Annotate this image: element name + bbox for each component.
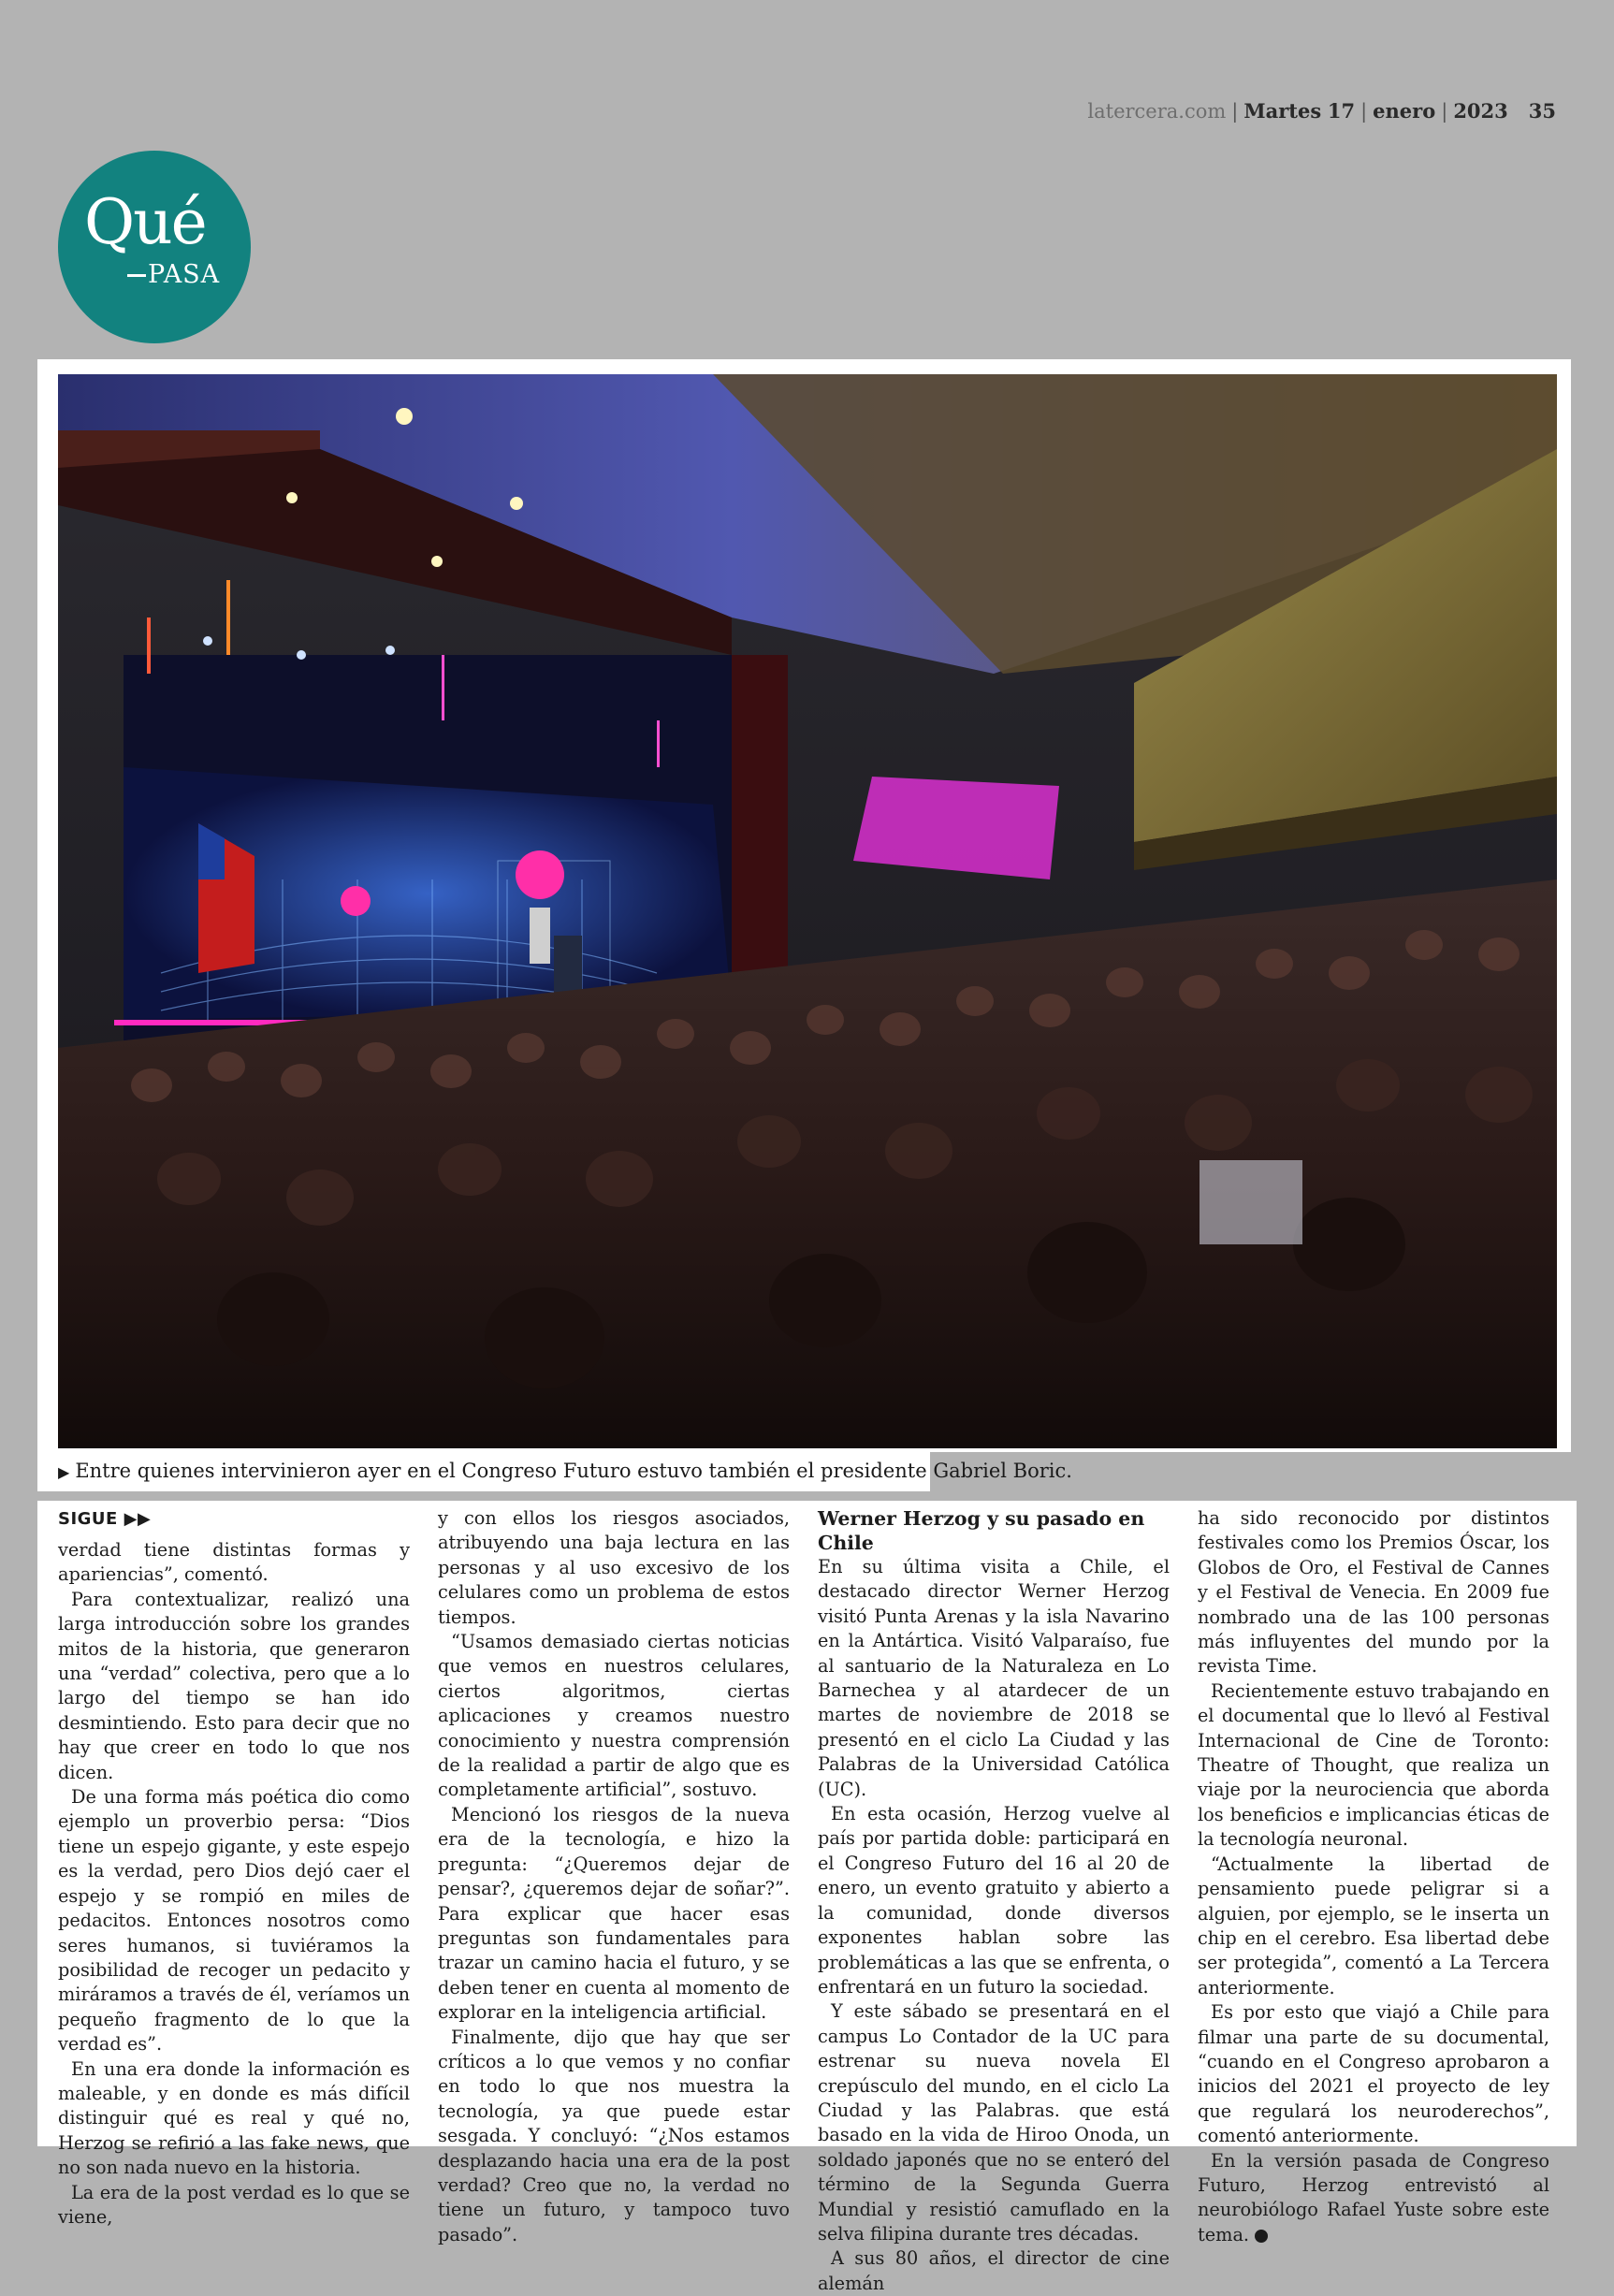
caption-arrow-icon: ▶: [58, 1463, 70, 1481]
paragraph: “Actualmente la libertad de pensamiento puede peligrar si a alguien, por ejemplo, se le inserta un chip en el cerebro. Esa libertad debe ser protegida”, comentó a La Tercera anteriormente.: [1198, 1853, 1549, 1998]
paragraph-text: En la versión pasada de Congreso Futuro, Herzog entrevistó al neurobiólogo Rafael Yuste sobre este tema.: [1198, 2149, 1549, 2245]
paragraph: En esta ocasión, Herzog vuelve al país por partida doble: participará en el Congreso Futuro del 16 al 20 de enero, un evento gratuito y abierto a la comunidad, donde diversos exponentes hablan sobre las problemáticas a las que se enfrenta, o enfrentará en un futuro la sociedad.: [818, 1803, 1170, 1998]
logo-sub: PASA: [148, 260, 221, 289]
header-month: enero: [1373, 99, 1436, 123]
article-column-4: [1198, 1506, 1549, 2247]
sigue-label: SIGUE ▶▶: [58, 1509, 152, 1529]
subheading: Werner Herzog y su pasado en Chile: [818, 1507, 1145, 1554]
paragraph: y con ellos los riesgos asociados, atribuyendo una baja lectura en las personas y al uso excesivo de los celulares como un problema de estos tiempos.: [438, 1507, 790, 1628]
site-name: latercera.com: [1087, 100, 1227, 123]
que-pasa-logo: [58, 151, 251, 343]
paragraph: Y este sábado se presentará en el campus Lo Contador de la UC para estrenar su nueva novela El crepúsculo del mundo, en el ciclo La Ciudad y las Palabras. que está basado en la vida de Hiroo Onoda, un soldado japonés que no se enteró del término de la Segunda Guerra Mundial y resistió camuflado en la selva filipina durante tres décadas.: [818, 2000, 1170, 2245]
paragraph: ha sido reconocido por distintos festivales como los Premios Óscar, los Globos de Oro, el Festival de Cannes y el Festival de Venecia. En 2009 fue nombrado una de las 100 personas más influyentes del mundo por la revista Time.: [1198, 1507, 1549, 1678]
article-column-1: [58, 1501, 410, 2230]
article-column-3: [818, 1506, 1170, 2296]
paragraph: En su última visita a Chile, el destacado director Werner Herzog visitó Punta Arenas y la isla Navarino en la Antártica. Visitó Valparaíso, fue al santuario de la Naturaleza en Lo Barnechea y al atardecer de un martes de noviembre de 2018 se presentó en el ciclo La Ciudad y las Palabras de la Universidad Católica (UC).: [818, 1556, 1170, 1800]
theater-illustration: [58, 374, 1557, 1448]
paragraph: La era de la post verdad es lo que se viene,: [58, 2181, 410, 2228]
paragraph: A sus 80 años, el director de cine alemán: [818, 2247, 1170, 2294]
article-column-2: [438, 1506, 790, 2247]
paragraph: Finalmente, dijo que hay que ser críticos a lo que vemos y no confiar en todo lo que nos muestra la tecnología, ya que puede estar sesgada. Y concluyó: “¿Nos estamos desplazando hacia una era de la post verdad? Creo que no, la verdad no tiene un futuro, y tampoco tuvo pasado”.: [438, 2026, 790, 2245]
logo-dash: [127, 274, 146, 277]
header-weekday: Martes: [1243, 99, 1322, 123]
article-body: [37, 1501, 1577, 2294]
caption-text: Entre quienes intervinieron ayer en el Congreso Futuro estuvo también el presidente Gabriel Boric.: [75, 1460, 1072, 1482]
paragraph: Recientemente estuvo trabajando en el documental que lo llevó al Festival Internacional de Cine de Toronto: Theatre of Thought, que realiza un viaje por la neurociencia que aborda los beneficios e implicancias éticas de la tecnología neuronal.: [1198, 1679, 1549, 1851]
paragraph: Para contextualizar, realizó una larga introducción sobre los grandes mitos de la historia, que generaron una “verdad” colectiva, pero que a lo largo del tiempo se han ido desmintiendo. Esto para decir que no hay que creer en todo lo que nos dicen.: [58, 1588, 410, 1783]
paragraph: “Usamos demasiado ciertas noticias que vemos en nuestros celulares, ciertos algoritmos, ciertas aplicaciones y creamos nuestro conocimiento y nuestra comprensión de la realidad a partir de algo que es completamente artificial”, sostuvo.: [438, 1631, 790, 1801]
paragraph: verdad tiene distintas formas y apariencias”, comentó.: [58, 1539, 410, 1586]
paragraph: Mencionó los riesgos de la nueva era de la tecnología, e hizo la pregunta: “¿Queremos dejar de pensar?, ¿queremos dejar de soñar?”. Para explicar que hacer esas preguntas son fundamentales para trazar un camino hacia el futuro, y se deben tener en cuenta al momento de explorar en la inteligencia artificial.: [438, 1803, 790, 2024]
paragraph: Es por esto que viajó a Chile para filmar una parte de su documental, “cuando en el Congreso aprobaron a inicios del 2021 el proyecto de ley que regulará los neuroderechos”, comentó anteriormente.: [1198, 2001, 1549, 2147]
header-year: 2023: [1453, 99, 1508, 123]
theater-photo: [58, 374, 1557, 1448]
paragraph: En una era donde la información es maleable, y en donde es más difícil distinguir qué es real y qué no, Herzog se refirió a las fake news, que no son nada nuevo en la historia.: [58, 2057, 410, 2179]
paragraph: De una forma más poética dio como ejemplo un proverbio persa: “Dios tiene un espejo gigante, y este espejo es la verdad, pero Dios dejó caer el espejo y se rompió en miles de pedacitos. Entonces nosotros como seres humanos, si tuviéramos la posibilidad de recoger un pedacito y miráramos a través de él, veríamos un pequeño fragmento de lo que la verdad es”.: [58, 1786, 410, 2056]
page-header: latercera.com | Martes 17 | enero | 2023 35: [1087, 99, 1556, 123]
page-number: 35: [1528, 99, 1556, 123]
last-paragraph: [1198, 2149, 1549, 2248]
logo-word: Qué: [84, 186, 206, 258]
photo-caption: [37, 1452, 1072, 1491]
header-day: 17: [1327, 99, 1356, 123]
